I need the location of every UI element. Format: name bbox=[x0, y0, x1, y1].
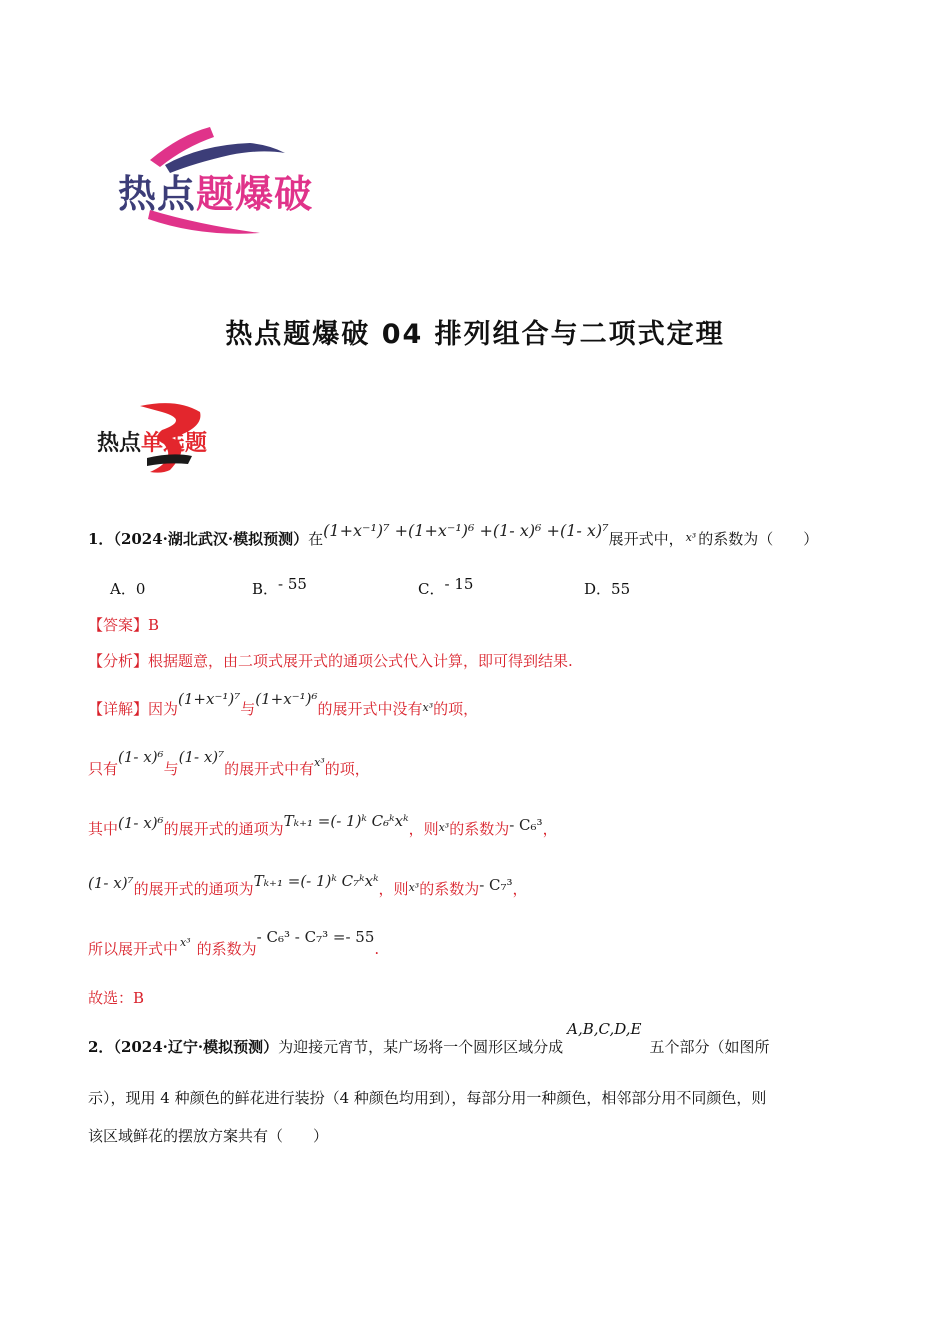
detail-text: 的项， bbox=[433, 700, 479, 718]
detail-line-5 bbox=[88, 928, 380, 959]
term: x³ bbox=[408, 881, 420, 894]
answer-tag: 【答案】 bbox=[88, 616, 149, 634]
final-value: B bbox=[133, 989, 145, 1007]
general-term-formula: Tₖ₊₁ =(- 1)ᵏ C₆ᵏxᵏ bbox=[283, 812, 409, 830]
expression: (1- x)⁷ bbox=[88, 874, 134, 892]
question-source: （2024·湖北武汉·模拟预测） bbox=[113, 530, 309, 548]
logo-text-part2: 题爆破 bbox=[196, 172, 314, 216]
analysis-tag: 【分析】 bbox=[88, 652, 149, 670]
expression: (1+x⁻¹)⁶ bbox=[255, 690, 318, 708]
term: x³ bbox=[438, 821, 450, 834]
detail-line-1 bbox=[88, 690, 479, 719]
stem-text: 在 bbox=[308, 530, 324, 548]
logo-text bbox=[118, 163, 313, 218]
detail-text: 的项， bbox=[324, 760, 370, 778]
stem-text: 的系数为（ ） bbox=[698, 530, 819, 548]
detail-line-4 bbox=[88, 872, 528, 899]
question-1-stem bbox=[88, 521, 819, 549]
analysis-text: 根据题意，由二项式展开式的通项公式代入计算，即可得到结果. bbox=[148, 652, 573, 670]
detail-text: 的系数为 bbox=[449, 820, 510, 838]
coefficient: - C₆³ bbox=[509, 816, 543, 834]
detail-line-3 bbox=[88, 812, 558, 839]
question-2-line-2: 示），现用 4 种颜色的鲜花进行装扮（4 种颜色均用到），每部分用一种颜色，相邻部分用不同颜色，则 bbox=[88, 1089, 767, 1107]
expression: (1- x)⁶ bbox=[118, 748, 164, 766]
expression: (1- x)⁶ bbox=[118, 814, 164, 832]
detail-text: 只有 bbox=[88, 760, 119, 778]
final-tag: 故选： bbox=[88, 989, 134, 1007]
detail-text: ，则 bbox=[378, 880, 409, 898]
result-formula: - C₆³ - C₇³ =- 55 bbox=[256, 928, 375, 946]
detail-tag: 【详解】 bbox=[88, 700, 149, 718]
term: x³ bbox=[422, 701, 434, 714]
question-number: 2． bbox=[88, 1038, 114, 1056]
detail-text: 与 bbox=[163, 760, 179, 778]
hot-topic-logo bbox=[110, 115, 340, 245]
detail-text: ，则 bbox=[408, 820, 439, 838]
expression: (1- x)⁷ bbox=[178, 748, 225, 766]
detail-text: 的系数为 bbox=[196, 940, 257, 958]
general-term-formula: Tₖ₊₁ =(- 1)ᵏ C₇ᵏxᵏ bbox=[253, 872, 379, 890]
section-badge bbox=[92, 398, 242, 478]
detail-text: 的展开式中有 bbox=[224, 760, 315, 778]
option-label: B． bbox=[252, 580, 279, 598]
section-title-part1: 热点 bbox=[97, 431, 142, 456]
logo-text-part1: 热点 bbox=[118, 172, 197, 216]
term: x³ bbox=[314, 756, 325, 769]
detail-text: 其中 bbox=[88, 820, 119, 838]
question-2-line-3: 该区域鲜花的摆放方案共有（ ） bbox=[88, 1127, 329, 1145]
stem-text: 五个部分（如图所 bbox=[649, 1038, 770, 1056]
option-d[interactable]: D．55 bbox=[584, 580, 631, 598]
section-title bbox=[97, 426, 207, 457]
detail-text: 的展开式中没有 bbox=[317, 700, 423, 718]
final-answer-line bbox=[88, 987, 144, 1008]
detail-text: 所以展开式中 bbox=[88, 940, 179, 958]
detail-text: 因为 bbox=[148, 700, 179, 718]
detail-text: 的系数为 bbox=[419, 880, 480, 898]
coefficient: - C₇³ bbox=[479, 876, 513, 894]
question-2-stem bbox=[88, 1020, 770, 1057]
target-term: x³ bbox=[685, 531, 697, 544]
expression: (1+x⁻¹)⁷ bbox=[178, 690, 241, 708]
detail-text: 的展开式的通项为 bbox=[133, 880, 254, 898]
option-b[interactable] bbox=[252, 575, 307, 599]
term: x³ bbox=[180, 936, 191, 949]
analysis-line bbox=[88, 650, 573, 671]
question-source: （2024·辽宁·模拟预测） bbox=[113, 1038, 279, 1056]
question-number: 1． bbox=[88, 530, 114, 548]
option-value: - 15 bbox=[444, 575, 474, 593]
stem-text: 为迎接元宵节，某广场将一个圆形区域分成 bbox=[278, 1038, 564, 1056]
option-value: - 55 bbox=[278, 575, 307, 593]
detail-line-2 bbox=[88, 748, 370, 779]
expansion-expression: (1+x⁻¹)⁷ +(1+x⁻¹)⁶ +(1- x)⁶ +(1- x)⁷ bbox=[323, 521, 609, 540]
document-title: 热点题爆破 04 排列组合与二项式定理 bbox=[225, 319, 725, 350]
section-title-part2: 单选题 bbox=[141, 431, 208, 456]
answer-value: B bbox=[148, 616, 160, 634]
option-a[interactable]: A．0 bbox=[110, 580, 146, 598]
detail-text: ， bbox=[542, 820, 558, 838]
detail-text: 的展开式的通项为 bbox=[163, 820, 284, 838]
detail-text: 与 bbox=[240, 700, 256, 718]
answer-line bbox=[88, 614, 159, 635]
option-c[interactable] bbox=[418, 575, 474, 599]
region-labels: A,B,C,D,E bbox=[567, 1020, 642, 1038]
stem-text: 展开式中， bbox=[608, 530, 684, 548]
detail-text: ， bbox=[512, 880, 528, 898]
option-label: C． bbox=[418, 580, 445, 598]
detail-text: . bbox=[374, 940, 380, 958]
